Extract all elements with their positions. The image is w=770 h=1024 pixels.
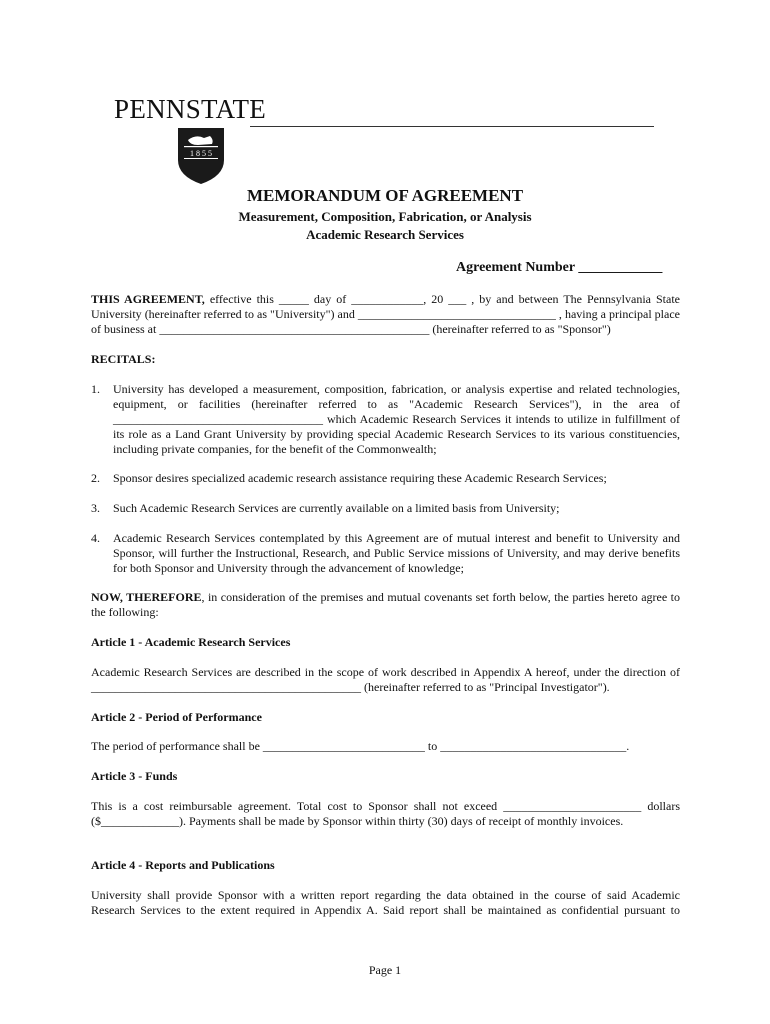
article-2-text: The period of performance shall be ___________________________ to _______________________________. xyxy=(91,739,630,753)
now-therefore-paragraph xyxy=(91,590,680,620)
recital-number: 4. xyxy=(91,531,100,545)
intro-text: effective this _____ day of ____________, 20 ___ , by and between The Pennsylvania State University (hereinafter referred to as "University") and _________________________________ , having a principal place of business at _____________________________________________ (hereinafter referred to as "Sponsor") xyxy=(91,292,680,336)
logo-text-post: STATE xyxy=(185,94,267,124)
document-title: MEMORANDUM OF AGREEMENT xyxy=(246,186,524,205)
intro-lead: THIS AGREEMENT, xyxy=(91,292,205,306)
recital-item xyxy=(91,382,680,457)
recital-item xyxy=(91,531,680,576)
intro-paragraph xyxy=(91,292,680,337)
shield-year: 1 8 5 5 xyxy=(190,149,212,158)
agreement-number: Agreement Number ____________ xyxy=(456,260,663,275)
recital-text: Such Academic Research Services are currently available on a limited basis from University; xyxy=(113,501,560,515)
article-3-heading: Article 3 - Funds xyxy=(91,769,178,783)
recitals-heading: RECITALS: xyxy=(91,352,156,366)
recital-item xyxy=(91,471,680,486)
recital-number: 3. xyxy=(91,501,100,515)
article-4-heading: Article 4 - Reports and Publications xyxy=(91,858,275,872)
logo-text-pre: PENN xyxy=(114,94,186,124)
nittany-lion-shield-icon xyxy=(176,126,226,186)
penn-state-logo xyxy=(114,96,266,123)
article-3-text: This is a cost reimbursable agreement. Total cost to Sponsor shall not exceed _______________________ dollars ($_____________). Payments shall be made by Sponsor within thirty (30) days of receipt of monthly invoices. xyxy=(91,799,680,828)
recital-text: University has developed a measurement, composition, fabrication, or analysis expertise and related technologies, equipment, or facilities (hereinafter referred to as "Academic Research Services"), in the area of ___________________________________ which Academic Research Services it intends to utilize in fulfillment of its role as a Land Grant University by providing special Academic Research Services to its various constituencies, including private companies, for the benefit of the Commonwealth; xyxy=(113,382,680,456)
recital-text: Sponsor desires specialized academic research assistance requiring these Academic Research Services; xyxy=(113,471,607,485)
page-number: Page 1 xyxy=(368,963,402,977)
article-2-heading: Article 2 - Period of Performance xyxy=(91,710,262,724)
recital-number: 1. xyxy=(91,382,100,396)
now-therefore-text: , in consideration of the premises and mutual covenants set forth below, the parties hereto agree to the following: xyxy=(91,590,680,619)
article-4-text: University shall provide Sponsor with a written report regarding the data obtained in the course of said Academic Research Services to the extent required in Appendix A. Said report shall be maintained as confidential pursuant to xyxy=(91,888,680,917)
recital-item xyxy=(91,501,680,516)
recital-text: Academic Research Services contemplated by this Agreement are of mutual interest and benefit to University and Sponsor, will further the Instructional, Research, and Public Service missions of University, and may derive benefits for both Sponsor and University through the advancement of knowledge; xyxy=(113,531,680,575)
now-therefore-lead: NOW, THEREFORE xyxy=(91,590,202,604)
article-1-text: Academic Research Services are described in the scope of work described in Appendix A hereof, under the direction of _____________________________________________ (hereinafter referred to as "Principal Investigator"). xyxy=(91,665,680,694)
article-1-heading: Article 1 - Academic Research Services xyxy=(91,635,291,649)
document-subtitle-1: Measurement, Composition, Fabrication, or Analysis xyxy=(238,209,532,224)
document-subtitle-2: Academic Research Services xyxy=(306,227,464,242)
header-rule xyxy=(250,126,654,127)
recital-number: 2. xyxy=(91,471,100,485)
